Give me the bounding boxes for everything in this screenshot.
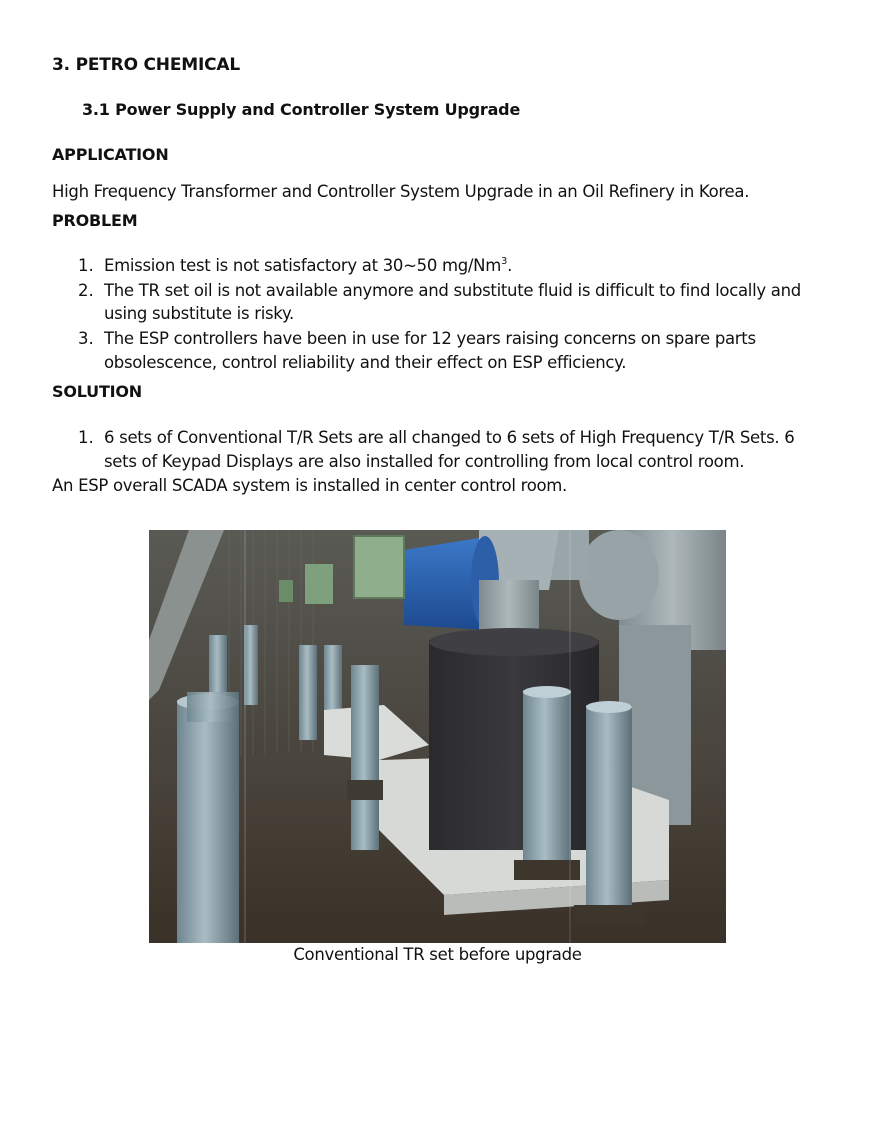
list-number: 1. [78,256,94,275]
list-item-line: sets of Keypad Displays are also installed for controlling from local control room. [104,452,745,471]
list-item-line: The ESP controllers have been in use for 12 years raising concerns on spare parts [104,329,756,348]
superscript: 3 [501,256,508,267]
subsection-title: 3.1 Power Supply and Controller System Upgrade [82,100,521,119]
list-number: 1. [78,428,94,447]
section-title: 3. PETRO CHEMICAL [52,55,240,75]
figure-caption: Conventional TR set before upgrade [293,945,582,964]
application-text: High Frequency Transformer and Controller System Upgrade in an Oil Refinery in Korea. [52,182,750,201]
equipment-photo [149,530,726,943]
list-number: 2. [78,281,94,300]
list-item-text [104,256,512,275]
list-item-line: using substitute is risky. [104,304,294,323]
solution-heading: SOLUTION [52,382,143,401]
list-item-tail: . [507,256,513,275]
list-item-line: 6 sets of Conventional T/R Sets are all changed to 6 sets of High Frequency T/R Sets. 6 [104,428,795,447]
list-number: 3. [78,329,94,348]
solution-note: An ESP overall SCADA system is installed in center control room. [52,476,567,495]
list-item-line: Emission test is not satisfactory at 30~50 mg/Nm [104,256,501,275]
application-heading: APPLICATION [52,145,169,164]
problem-heading: PROBLEM [52,211,138,230]
list-item-line: The TR set oil is not available anymore and substitute fluid is difficult to find locally and [104,281,801,300]
list-item-line: obsolescence, control reliability and their effect on ESP efficiency. [104,353,627,372]
